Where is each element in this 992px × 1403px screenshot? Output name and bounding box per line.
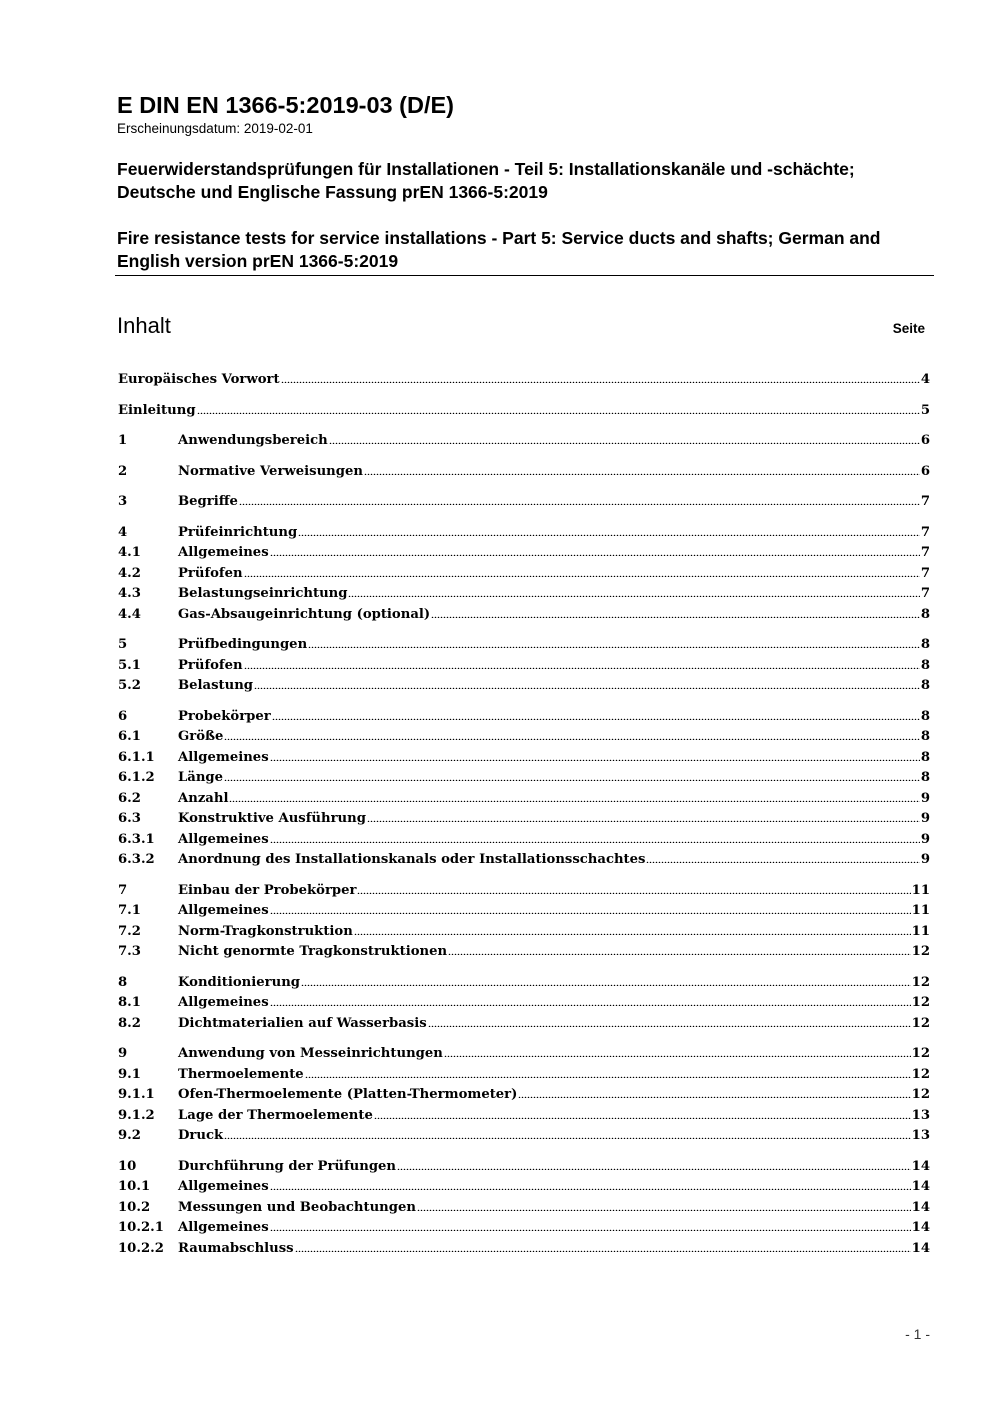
leader-dots <box>431 609 920 618</box>
leader-dots <box>270 1222 911 1231</box>
toc-entry[interactable] <box>118 564 930 585</box>
toc-entry-title: Raumabschluss <box>178 1240 294 1256</box>
toc-entry-page: 14 <box>911 1220 930 1235</box>
toc-entry-number: 6 <box>118 708 128 724</box>
toc-entry-number: 8.1 <box>118 995 141 1010</box>
toc-entry-title: Größe <box>178 729 224 744</box>
toc-entry[interactable] <box>118 993 930 1014</box>
document-header <box>117 90 935 273</box>
toc-entry[interactable] <box>118 809 930 830</box>
leader-dots <box>270 1181 911 1190</box>
toc-entry-title: Konditionierung <box>178 974 301 990</box>
toc-entry-number: 5.1 <box>118 657 141 673</box>
toc-entry-number: 6.1 <box>118 729 141 744</box>
toc-entry-title: Belastung <box>178 678 254 693</box>
toc-entry[interactable] <box>118 1085 930 1106</box>
toc-entry-page: 8 <box>920 729 930 744</box>
toc-entry-title: Prüfeinrichtung <box>178 524 298 540</box>
leader-dots <box>397 1161 911 1170</box>
toc-entry-page: 8 <box>920 637 930 652</box>
toc-entry[interactable] <box>118 431 930 452</box>
leader-dots <box>224 1130 911 1139</box>
toc-entry-page: 8 <box>920 708 930 724</box>
leader-dots <box>295 1243 911 1252</box>
toc-entry-number: 7.2 <box>118 923 141 939</box>
toc-entry[interactable] <box>118 973 930 994</box>
toc-entry-title: Prüfofen <box>178 565 243 581</box>
toc-entry-title: Allgemeines <box>178 1179 269 1194</box>
toc-entry-page: 11 <box>911 903 930 918</box>
leader-dots <box>444 1048 911 1057</box>
toc-entry-number: 8.2 <box>118 1015 141 1031</box>
toc-entry-page: 12 <box>911 1046 930 1061</box>
toc-entry-number: 10.1 <box>118 1179 151 1194</box>
toc-entry-page: 7 <box>920 586 930 601</box>
toc-entry-number: 2 <box>118 463 128 479</box>
toc-entry-page: 13 <box>911 1107 930 1123</box>
toc-entry-title: Anwendungsbereich <box>178 433 328 448</box>
leader-dots <box>428 1018 911 1027</box>
leader-dots <box>270 834 920 843</box>
publication-date: Erscheinungsdatum: 2019-02-01 <box>117 121 313 136</box>
toc-entry-page: 14 <box>911 1199 930 1215</box>
toc-entry[interactable] <box>118 656 930 677</box>
toc-entry-title: Normative Verweisungen <box>178 463 363 479</box>
toc-entry-number: 5.2 <box>118 678 141 693</box>
toc-entry-title: Allgemeines <box>178 995 269 1010</box>
title-german: Feuerwiderstandsprüfungen für Installationen - Teil 5: Installationskanäle und -schächte; Deutsche und Englische Fassung prEN 1366-5:2019 <box>117 159 855 202</box>
toc-entry-page: 11 <box>911 923 930 939</box>
toc-entry-number: 9 <box>118 1046 128 1061</box>
toc-entry[interactable] <box>118 768 930 789</box>
toc-entry-number: 6.1.1 <box>118 749 155 765</box>
toc-entry[interactable] <box>118 1177 930 1198</box>
toc-entry[interactable] <box>118 1198 930 1219</box>
toc-entry-title: Lage der Thermoelemente <box>178 1107 373 1123</box>
page-column-label: Seite <box>892 321 925 336</box>
toc-entry[interactable] <box>118 748 930 769</box>
leader-dots <box>367 813 920 822</box>
toc-entry-number: 9.2 <box>118 1128 141 1143</box>
page-number: - 1 - <box>905 1326 930 1342</box>
toc-entry-number: 6.3.2 <box>118 852 155 867</box>
toc-entry-title: Prüfbedingungen <box>178 637 308 652</box>
toc-entry[interactable] <box>118 1157 930 1178</box>
leader-dots <box>448 946 911 955</box>
toc-entry-title: Einbau der Probekörper <box>178 882 357 898</box>
toc-entry-page: 12 <box>911 1066 930 1082</box>
toc-entry-page: 8 <box>920 749 930 765</box>
leader-dots <box>357 885 910 894</box>
toc-entry-number: 10.2.1 <box>118 1220 164 1235</box>
toc-entry-number: 6.2 <box>118 790 141 806</box>
leader-dots <box>197 405 920 414</box>
toc-entry-number: 3 <box>118 494 128 509</box>
toc-entry-title: Allgemeines <box>178 903 269 918</box>
toc-entry-number: 7 <box>118 882 128 898</box>
leader-dots <box>354 926 911 935</box>
toc-entry-title: Einleitung <box>118 402 196 418</box>
leader-dots <box>244 660 920 669</box>
toc-entry-title: Allgemeines <box>178 831 269 847</box>
toc-entry-title: Gas-Absaugeinrichtung (optional) <box>178 606 431 622</box>
toc-entry-title: Prüfofen <box>178 657 243 673</box>
toc-entry-title: Nicht genormte Tragkonstruktionen <box>178 944 448 959</box>
leader-dots <box>272 711 920 720</box>
toc-entry[interactable] <box>118 830 930 851</box>
leader-dots <box>270 997 911 1006</box>
leader-dots <box>518 1089 910 1098</box>
leader-dots <box>224 731 919 740</box>
header-divider <box>115 275 934 276</box>
toc-entry-title: Durchführung der Prüfungen <box>178 1158 397 1174</box>
toc-entry[interactable] <box>118 1218 930 1239</box>
toc-entry[interactable] <box>118 1014 930 1035</box>
toc-entry-title: Dichtmaterialien auf Wasserbasis <box>178 1015 427 1031</box>
toc-entry-number: 5 <box>118 637 128 652</box>
toc-entry-page: 8 <box>920 657 930 673</box>
document-title: E DIN EN 1366-5:2019-03 (D/E) <box>117 92 454 118</box>
toc-entry-number: 8 <box>118 974 128 990</box>
leader-dots <box>329 435 920 444</box>
toc-entry-page: 6 <box>920 433 930 448</box>
leader-dots <box>239 496 920 505</box>
toc-entry[interactable] <box>118 922 930 943</box>
toc-entry-page: 4 <box>920 372 930 387</box>
leader-dots <box>224 772 920 781</box>
toc-entry-title: Druck <box>178 1128 224 1143</box>
toc-entry-number: 4.1 <box>118 545 141 560</box>
toc-entry-page: 8 <box>920 606 930 622</box>
leader-dots <box>305 1069 911 1078</box>
toc-entry-page: 14 <box>911 1240 930 1256</box>
toc-entry-title: Norm-Tragkonstruktion <box>178 923 353 939</box>
leader-dots <box>646 854 919 863</box>
toc-entry[interactable] <box>118 605 930 626</box>
leader-dots <box>417 1202 911 1211</box>
leader-dots <box>244 568 920 577</box>
toc-entry[interactable] <box>118 727 930 748</box>
leader-dots <box>254 680 920 689</box>
toc-entry[interactable] <box>118 1065 930 1086</box>
toc-entry-number: 4.2 <box>118 565 141 581</box>
toc-entry-title: Ofen-Thermoelemente (Platten-Thermometer) <box>178 1087 518 1102</box>
toc-entry-page: 7 <box>920 524 930 540</box>
toc-entry-number: 10 <box>118 1158 137 1174</box>
toc-entry-title: Europäisches Vorwort <box>118 372 280 387</box>
toc-entry-number: 6.3 <box>118 811 141 826</box>
leader-dots <box>374 1110 911 1119</box>
toc-entry-number: 9.1.1 <box>118 1087 155 1102</box>
toc-entry-number: 9.1 <box>118 1066 141 1082</box>
leader-dots <box>281 374 920 383</box>
toc-entry[interactable] <box>118 543 930 564</box>
toc-entry-page: 9 <box>920 852 930 867</box>
toc-entry-page: 9 <box>920 811 930 826</box>
toc-entry-page: 12 <box>911 1015 930 1031</box>
toc-entry-page: 12 <box>911 1087 930 1102</box>
toc-entry-page: 14 <box>911 1179 930 1194</box>
toc-entry-title: Anordnung des Installationskanals oder Installationsschachtes <box>178 852 646 867</box>
toc-entry[interactable] <box>118 942 930 963</box>
toc-entry-title: Messungen und Beobachtungen <box>178 1199 416 1215</box>
toc-entry[interactable] <box>118 492 930 513</box>
toc-title: Inhalt <box>117 313 171 338</box>
toc-entry-title: Allgemeines <box>178 545 269 560</box>
toc-entry-title: Allgemeines <box>178 749 269 765</box>
toc-entry-title: Belastungseinrichtung <box>178 586 348 601</box>
toc-entry-page: 12 <box>911 944 930 959</box>
toc-entry-number: 10.2 <box>118 1199 151 1215</box>
toc-entry-page: 9 <box>920 831 930 847</box>
toc-entry[interactable] <box>118 1126 930 1147</box>
toc-entry-page: 7 <box>920 565 930 581</box>
toc-entry-title: Länge <box>178 770 224 785</box>
title-english: Fire resistance tests for service installations - Part 5: Service ducts and shafts; German and English version prEN 1366-5:2019 <box>117 228 881 271</box>
toc-entry-number: 4.4 <box>118 606 141 622</box>
toc-entry[interactable] <box>118 1239 930 1260</box>
toc-entry[interactable] <box>118 635 930 656</box>
toc-entry-page: 8 <box>920 678 930 693</box>
toc-entry-number: 9.1.2 <box>118 1107 155 1123</box>
toc-entry[interactable] <box>118 676 930 697</box>
toc-entry-number: 4.3 <box>118 586 141 601</box>
toc-entry-number: 1 <box>118 433 128 448</box>
toc-entry[interactable] <box>118 1106 930 1127</box>
toc-heading <box>117 313 925 339</box>
toc-entry-number: 4 <box>118 524 128 540</box>
toc-entry-title: Anwendung von Messeinrichtungen <box>178 1046 443 1061</box>
toc-entry-page: 12 <box>911 995 930 1010</box>
leader-dots <box>348 588 919 597</box>
toc-entry[interactable] <box>118 584 930 605</box>
toc-entry-title: Probekörper <box>178 708 271 724</box>
toc-entry-page: 9 <box>920 790 930 806</box>
toc-entry-page: 8 <box>920 770 930 785</box>
leader-dots <box>298 527 920 536</box>
toc-entry[interactable] <box>118 370 930 391</box>
toc-entry[interactable] <box>118 850 930 871</box>
toc-entry[interactable] <box>118 901 930 922</box>
toc-entry-title: Allgemeines <box>178 1220 269 1235</box>
toc-entry-number: 10.2.2 <box>118 1240 164 1256</box>
toc-entry[interactable] <box>118 401 930 422</box>
toc-entry-page: 12 <box>911 974 930 990</box>
toc-entry-number: 7.3 <box>118 944 141 959</box>
toc-entry[interactable] <box>118 881 930 902</box>
toc-entry-number: 6.1.2 <box>118 770 155 785</box>
toc-entry[interactable] <box>118 789 930 810</box>
leader-dots <box>301 977 911 986</box>
toc-entry-page: 7 <box>920 494 930 509</box>
toc-entry-page: 11 <box>911 882 930 898</box>
leader-dots <box>270 547 920 556</box>
toc-entry-number: 6.3.1 <box>118 831 155 847</box>
leader-dots <box>308 639 920 648</box>
toc-entry-page: 14 <box>911 1158 930 1174</box>
toc-entry[interactable] <box>118 707 930 728</box>
leader-dots <box>229 793 919 802</box>
toc-entry-title: Begriffe <box>178 494 238 509</box>
leader-dots <box>270 752 920 761</box>
table-of-contents <box>118 370 930 1259</box>
toc-entry[interactable] <box>118 523 930 544</box>
toc-entry-number: 7.1 <box>118 903 141 918</box>
toc-entry-title: Thermoelemente <box>178 1066 304 1082</box>
toc-entry-page: 5 <box>920 402 930 418</box>
toc-entry[interactable] <box>118 462 930 483</box>
toc-entry-title: Anzahl <box>178 790 229 806</box>
toc-entry[interactable] <box>118 1044 930 1065</box>
toc-entry-title: Konstruktive Ausführung <box>178 811 366 826</box>
toc-entry-page: 7 <box>920 545 930 560</box>
toc-entry-page: 13 <box>911 1128 930 1143</box>
leader-dots <box>270 905 911 914</box>
toc-entry-page: 6 <box>920 463 930 479</box>
leader-dots <box>364 466 920 475</box>
